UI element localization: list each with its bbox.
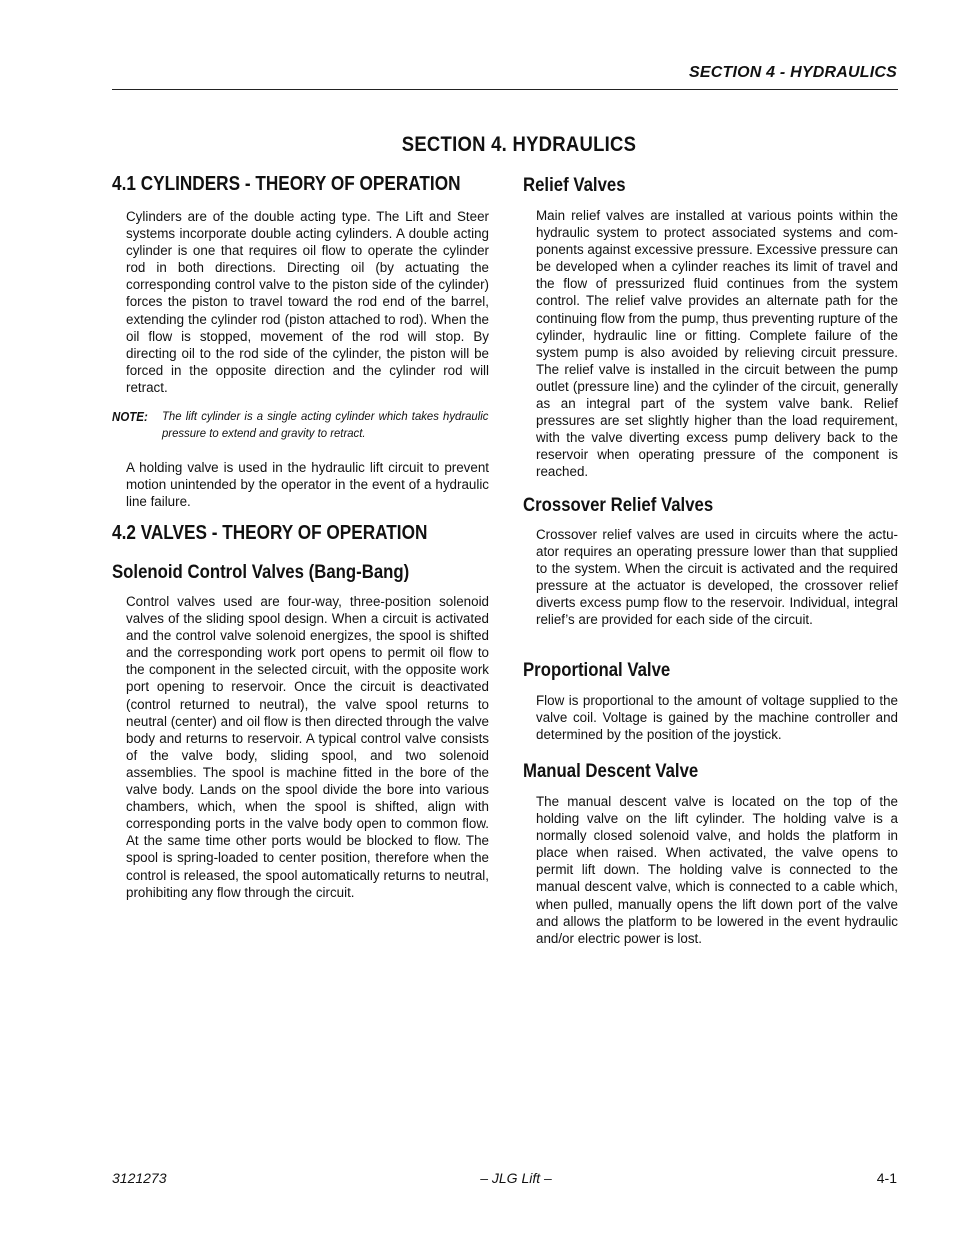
note-text: The lift cylinder is a single acting cylinder which takes hydraulic pressure to extend and gravity to retract. <box>162 409 489 441</box>
section-4-2-heading: 4.2 VALVES - THEORY OF OPERATION <box>112 522 428 544</box>
note-label: NOTE: <box>112 409 148 424</box>
header-rule <box>112 89 898 90</box>
page-title: SECTION 4. HYDRAULICS <box>401 133 637 156</box>
running-header: SECTION 4 - HYDRAULICS <box>689 64 897 81</box>
proportional-heading: Proportional Valve <box>523 659 671 681</box>
holding-valve-paragraph: A holding valve is used in the hydraulic lift circuit to prevent motion unintended by the operator in the event of a hydraulic line failure. <box>126 460 489 510</box>
footer-page-number: 4-1 <box>876 1170 897 1186</box>
crossover-paragraph: Crossover relief valves are used in circuits where the actuator requires an operating pressure lower than that supplied to the system. When the circuit is activated and the required pressure at the actuator is developed, the crossover relief diverts excess pump flow to the reservoir. Individual, integral relief’s are provided for each side of the circuit. <box>536 527 898 628</box>
crossover-heading: Crossover Relief Valves <box>523 494 714 516</box>
footer-doc-number: 3121273 <box>112 1170 167 1186</box>
solenoid-paragraph: Control valves used are four-way, three-position solenoid valves of the sliding spool design. When a circuit is activated and the control valve solenoid energizes, the spool is shifted and the corresponding work port opens to permit oil flow to the component in the selected circuit, with the opposite work port opening to reservoir. Once the circuit is deactivated (control returned to neutral), the valve spool returns to neutral (center) and oil flow is then directed through the valve body and returns to reservoir. A typical control valve consists of the valve body, sliding spool, and two solenoid assemblies. The spool is machine fitted in the bore of the valve body. Lands on the spool divide the bore into various chambers, which, when the spool is shifted, align with corresponding ports in the valve body open to common flow. At the same time other ports would be blocked to flow. The spool is spring-loaded to center position, therefore when the control is released, the spool automatically returns to neutral, prohibiting any flow through the circuit. <box>126 594 489 900</box>
section-4-1-heading: 4.1 CYLINDERS - THEORY OF OPERATION <box>112 173 461 195</box>
relief-valves-heading: Relief Valves <box>523 174 626 196</box>
cylinders-paragraph: Cylinders are of the double acting type. The Lift and Steer systems incorporate double acting cylinders. A double acting cylinder is one that requires oil flow to operate the cylinder rod in both directions. Directing oil (by actuating the corresponding control valve to the piston side of the cylinder) forces the piston to travel toward the rod end of the barrel, extending the cylinder rod (piston attached to rod). When the oil flow is stopped, movement of the rod will stop. By directing oil to the rod side of the cylinder, the piston will be forced in the opposite direction and the cylinder rod will retract. <box>126 209 489 395</box>
footer-publisher: – JLG Lift – <box>480 1170 552 1186</box>
manual-descent-heading: Manual Descent Valve <box>523 760 699 782</box>
solenoid-heading: Solenoid Control Valves (Bang-Bang) <box>112 561 410 583</box>
relief-valves-paragraph: Main relief valves are installed at various points within the hydraulic system to protect associated systems and components against excessive pressure. Excessive pressure can be developed when a cylinder reaches its limit of travel and the flow of pressurized fluid continues from the system control. The relief valve provides an alternate path for the continuing flow from the pump, thus preventing rupture of the cylinder, hydraulic line or fitting. Complete failure of the system pump is also avoided by relieving circuit pressure. The relief valve is installed in the circuit between the pump outlet (pressure line) and the cylinder of the circuit, generally as an integral part of the system valve bank. Relief pressures are set slightly higher than the load requirement, with the valve diverting excess pump delivery back to the reservoir when operating pressure of the component is reached. <box>536 208 898 480</box>
manual-descent-paragraph: The manual descent valve is located on the top of the holding valve on the lift cylinder. The holding valve is a normally closed solenoid valve, and holds the platform in place when raised. When activated, the valve opens to permit lift down. The holding valve is connected to the manual descent valve, which is connected to a cable which, when pulled, manually opens the lift down port of the valve and allows the platform to be lowered in the event hydraulic and/or electric power is lost. <box>536 794 898 946</box>
proportional-paragraph: Flow is proportional to the amount of voltage supplied to the valve coil. Voltage is gained by the machine controller and determined by the position of the joystick. <box>536 693 898 743</box>
